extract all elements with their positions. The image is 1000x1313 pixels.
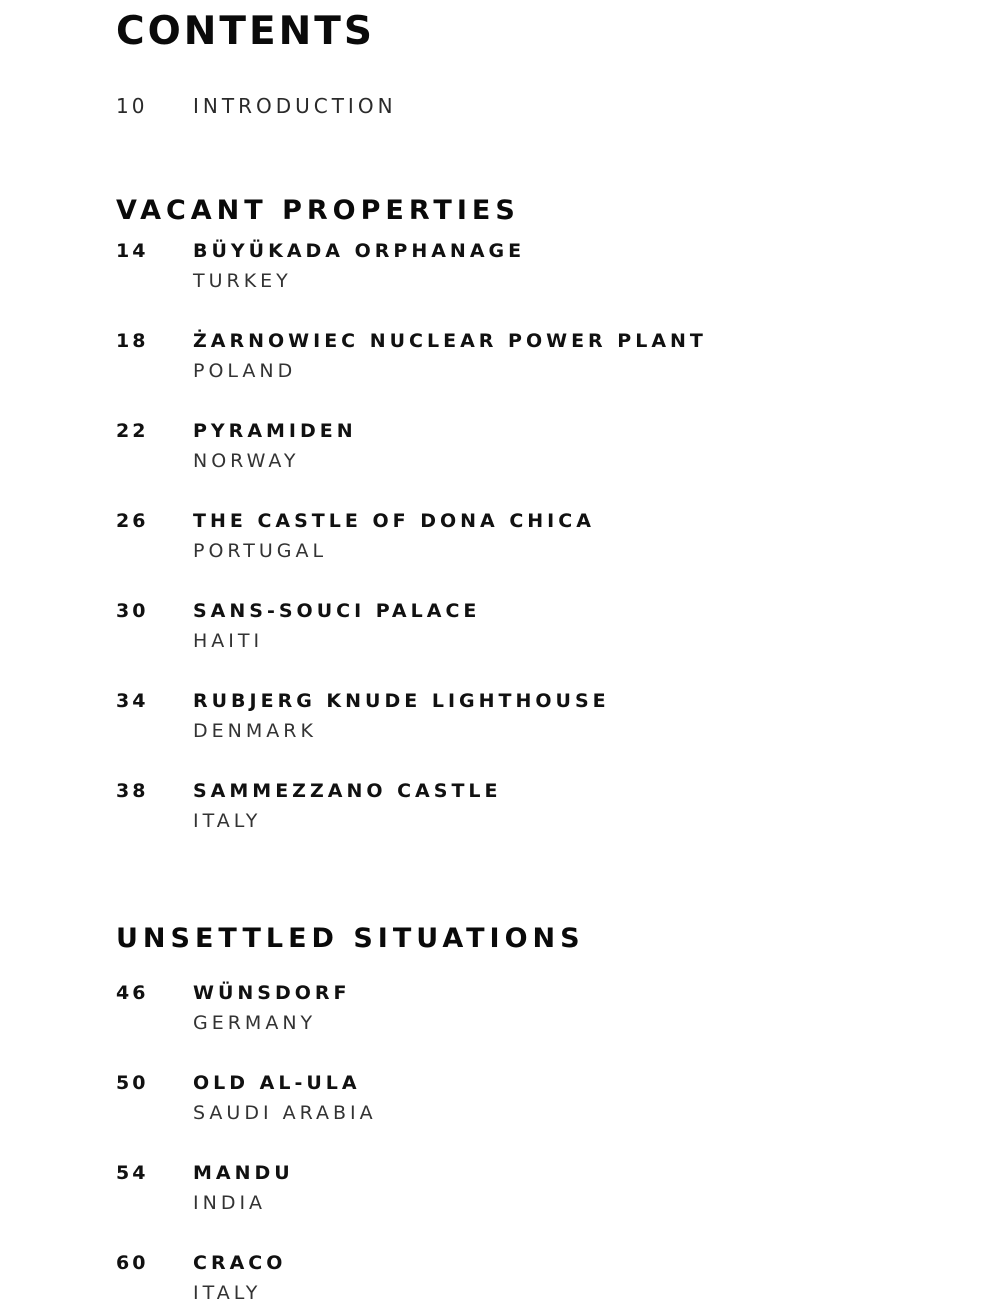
- entry-title: CRACO: [193, 1252, 287, 1274]
- entry-title: SAMMEZZANO CASTLE: [193, 780, 502, 802]
- section-vacant-properties: [116, 194, 976, 869]
- page-number: 50: [116, 1072, 149, 1094]
- toc-entry[interactable]: [116, 329, 976, 419]
- page-number: 14: [116, 240, 149, 262]
- section-title: UNSETTLED SITUATIONS: [116, 923, 585, 954]
- toc-entry[interactable]: [116, 779, 976, 869]
- toc-entry[interactable]: [116, 599, 976, 689]
- entry-title: THE CASTLE OF DONA CHICA: [193, 510, 595, 532]
- page-number: 60: [116, 1252, 149, 1274]
- toc-entry[interactable]: [116, 509, 976, 599]
- page-number: 18: [116, 330, 149, 352]
- toc-entry[interactable]: [116, 239, 976, 329]
- section-unsettled-situations: [116, 922, 976, 1313]
- page-title: CONTENTS: [116, 9, 375, 54]
- toc-entry[interactable]: [116, 1251, 976, 1313]
- entry-country: POLAND: [193, 360, 297, 382]
- entry-country: HAITI: [193, 630, 264, 652]
- entry-title: PYRAMIDEN: [193, 420, 357, 442]
- page-number: 46: [116, 982, 149, 1004]
- entry-title: OLD AL-ULA: [193, 1072, 361, 1094]
- entry-title: WÜNSDORF: [193, 982, 351, 1004]
- entry-title: MANDU: [193, 1162, 294, 1184]
- section-title: VACANT PROPERTIES: [116, 195, 520, 226]
- page-number: 54: [116, 1162, 149, 1184]
- toc-list: [116, 981, 976, 1313]
- page-number: 22: [116, 420, 149, 442]
- toc-entry[interactable]: [116, 419, 976, 509]
- toc-entry-introduction[interactable]: [116, 94, 916, 122]
- page-number: 26: [116, 510, 149, 532]
- entry-country: NORWAY: [193, 450, 300, 472]
- toc-entry[interactable]: [116, 1071, 976, 1161]
- page-number: 30: [116, 600, 149, 622]
- entry-title: SANS-SOUCI PALACE: [193, 600, 481, 622]
- entry-country: TURKEY: [193, 270, 292, 292]
- entry-country: PORTUGAL: [193, 540, 328, 562]
- entry-title: RUBJERG KNUDE LIGHTHOUSE: [193, 690, 610, 712]
- entry-country: ITALY: [193, 810, 262, 832]
- page-number: 38: [116, 780, 149, 802]
- toc-entry[interactable]: [116, 981, 976, 1071]
- entry-title: ŻARNOWIEC NUCLEAR POWER PLANT: [193, 330, 707, 352]
- entry-country: ITALY: [193, 1282, 262, 1304]
- toc-entry[interactable]: [116, 1161, 976, 1251]
- entry-country: INDIA: [193, 1192, 267, 1214]
- toc-list: [116, 239, 976, 869]
- entry-title: BÜYÜKADA ORPHANAGE: [193, 240, 526, 262]
- entry-title: INTRODUCTION: [193, 94, 397, 118]
- page-number: 10: [116, 94, 148, 118]
- entry-country: DENMARK: [193, 720, 317, 742]
- page-number: 34: [116, 690, 149, 712]
- entry-country: GERMANY: [193, 1012, 317, 1034]
- entry-country: SAUDI ARABIA: [193, 1102, 377, 1124]
- toc-entry[interactable]: [116, 689, 976, 779]
